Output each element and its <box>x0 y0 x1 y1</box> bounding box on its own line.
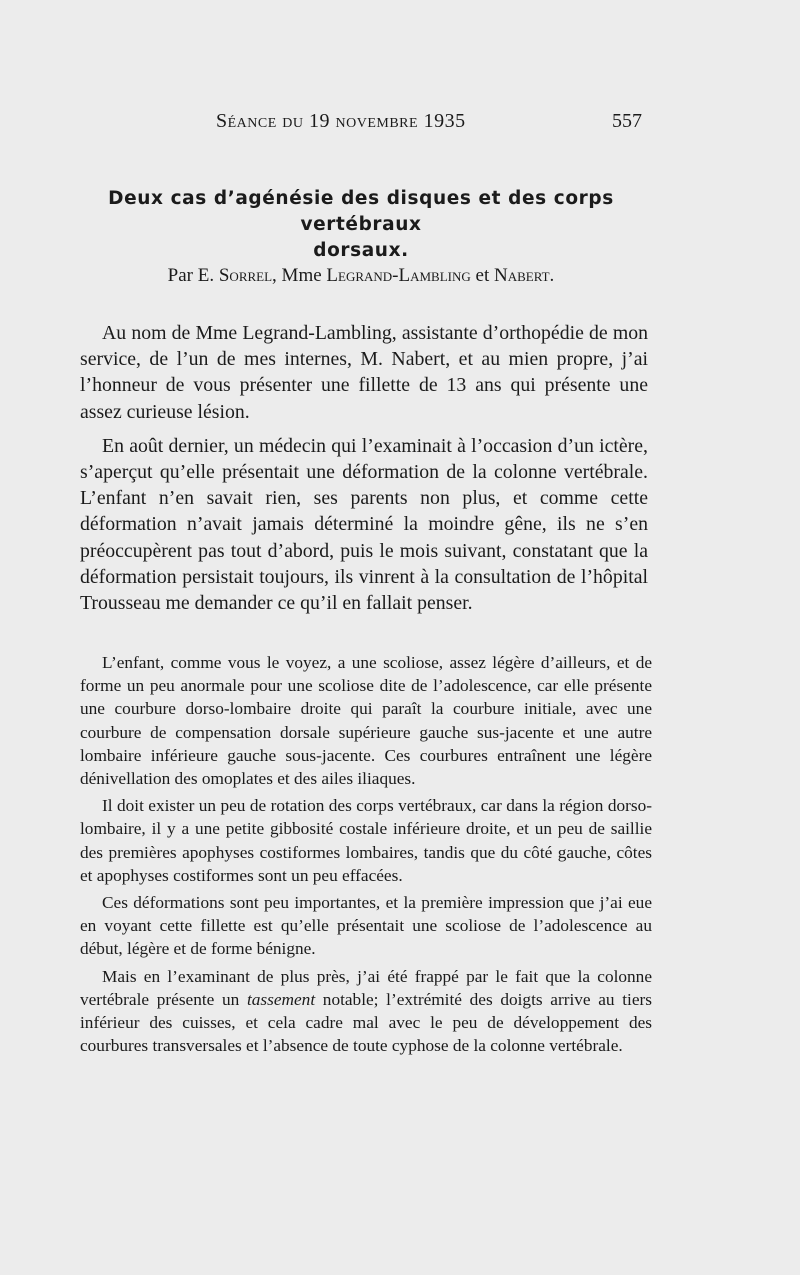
page-number: 557 <box>612 110 642 132</box>
running-title: Séance du 19 novembre 1935 <box>216 110 466 132</box>
paragraph-last <box>80 965 652 1058</box>
byline-prefix: Par E. <box>167 265 215 286</box>
byline-author-2-prefix: , Mme <box>272 265 322 286</box>
paragraph: L’enfant, comme vous le voyez, a une scoliose, assez légère d’ailleurs, et de forme un peu anormale pour une scoliose dite de l’adolescence, car elle présente une courbure dorso-lombaire droite qui paraît la courbure initiale, avec une courbure de compensation dorsale supérieure gauche sus-jacente et une autre lombaire inférieure gauche sous-jacente. Ces courbures entraînent une légère dénivellation des omoplates et des ailes iliaques. <box>80 653 652 789</box>
byline-and: et <box>475 265 490 286</box>
byline-author-3: Nabert. <box>494 265 555 286</box>
article-title-line-1: Deux cas d’agénésie des disques et des corps vertébraux <box>108 188 614 235</box>
byline-author-1: Sorrel <box>218 265 273 286</box>
body-text-small <box>80 651 652 1057</box>
paragraph: Ces déformations sont peu importantes, et la première impression que j’ai eue en voyant cette fillette est qu’elle présentait une scoliose de l’adolescence au début, légère et de forme bénigne. <box>80 893 652 959</box>
byline-author-2: Legrand-Lambling <box>326 265 471 286</box>
italic-term: tassement <box>246 989 316 1009</box>
byline <box>80 265 642 287</box>
paragraph: En août dernier, un médecin qui l’examinait à l’occasion d’un ictère, s’aperçut qu’elle présentait une déformation de la colonne vertébrale. L’enfant n’en savait rien, ses parents non plus, et comme cette déformation n’avait jamais déterminé la moindre gêne, ils ne s’en préoccupèrent pas tout d’abord, puis le mois suivant, constatant que la déformation persistait toujours, ils vinrent à la consultation de l’hôpital Trousseau me demander ce qu’il en fallait penser. <box>80 434 648 615</box>
paragraph-text-end: notable; l’extrémité des doigts arrive au tiers inférieur des cuisses, et cela cadre mal avec le peu de développement des courbures transversales et l’absence de toute cyphose de la colonne vertébrale. <box>80 989 652 1056</box>
body-text-large <box>80 320 648 616</box>
paragraph: Au nom de Mme Legrand-Lambling, assistante d’orthopédie de mon service, de l’un de mes internes, M. Nabert, et au mien propre, j’ai l’honneur de vous présenter une fillette de 13 ans qui présente une assez curieuse lésion. <box>80 322 648 423</box>
article-title <box>70 186 652 264</box>
running-header <box>80 110 642 138</box>
paragraph: Il doit exister un peu de rotation des corps vertébraux, car dans la région dorso-lombaire, il y a une petite gibbosité costale inférieure droite, et un peu de saillie des premières apophyses costiformes lombaires, tandis que du côté gauche, côtes et apophyses costiformes sont un peu effacées. <box>80 796 652 885</box>
paragraph-text-start: Mais en l’examinant de plus près, j’ai été frappé par le fait que la colonne vertébrale présente un <box>80 966 652 1009</box>
article-title-line-2: dorsaux. <box>313 240 409 261</box>
